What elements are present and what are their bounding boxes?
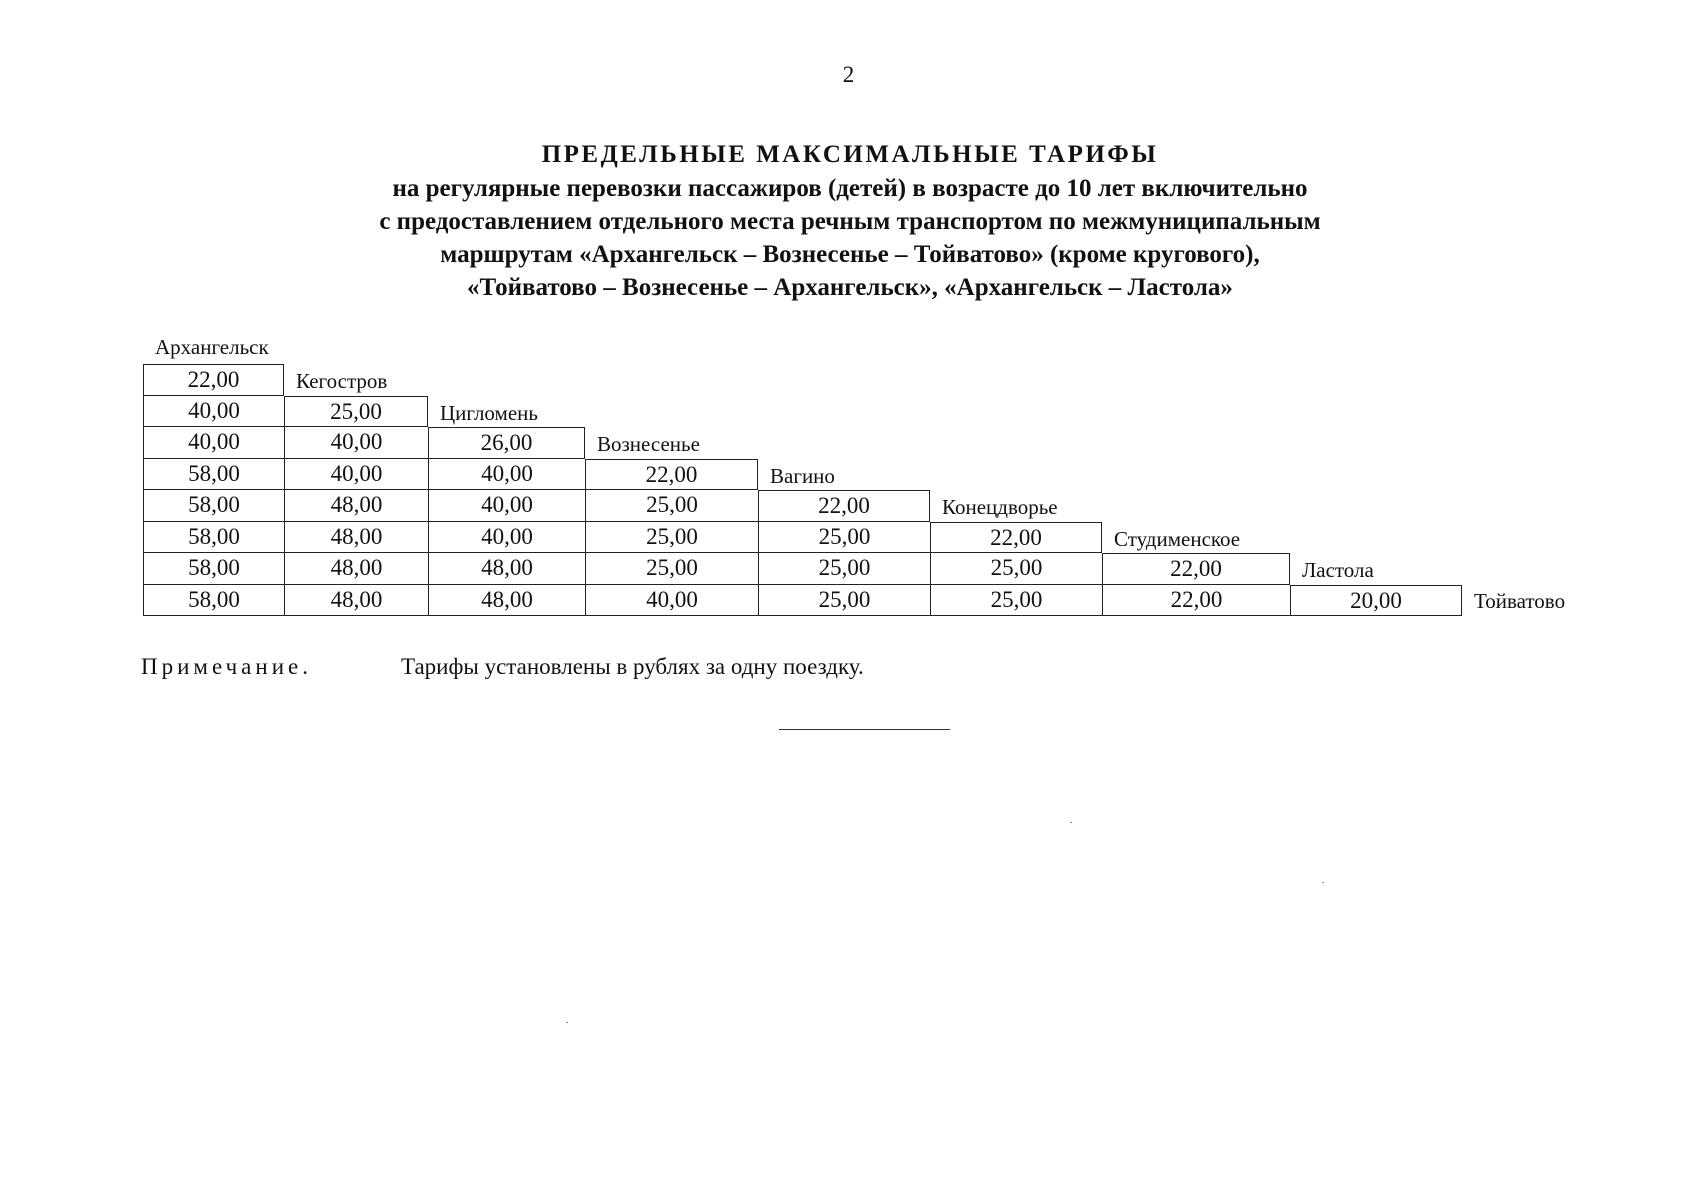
document-subtitle — [200, 172, 1500, 304]
fare-cell: 25,00 — [930, 553, 1102, 585]
fare-cell: 40,00 — [143, 427, 284, 459]
scan-speck — [566, 1022, 568, 1023]
stop-label: Студименское — [1114, 526, 1241, 551]
fare-cell: 40,00 — [428, 459, 585, 491]
fare-cell: 25,00 — [758, 585, 930, 617]
note-label: Примечание. — [141, 654, 312, 679]
subtitle-line: с предоставлением отдельного места речным транспортом по межмуниципальным — [379, 208, 1321, 235]
stop-label: Архангельск — [155, 335, 269, 359]
fare-cell: 22,00 — [585, 459, 758, 491]
fare-cell: 48,00 — [428, 585, 585, 617]
stop-label: Тойватово — [1474, 588, 1566, 613]
fare-cell: 40,00 — [284, 459, 428, 491]
scan-speck — [1322, 882, 1324, 883]
note-text: Тарифы установлены в рублях за одну поездку. — [401, 654, 864, 679]
fare-cell: 40,00 — [428, 522, 585, 554]
fare-cell: 25,00 — [758, 553, 930, 585]
fare-cell: 20,00 — [1290, 585, 1462, 617]
fare-cell: 25,00 — [585, 553, 758, 585]
fare-cell: 22,00 — [1102, 553, 1290, 585]
fare-cell: 40,00 — [143, 396, 284, 428]
fare-cell: 48,00 — [284, 553, 428, 585]
fare-cell: 48,00 — [284, 522, 428, 554]
fare-cell: 22,00 — [758, 490, 930, 522]
fare-cell: 40,00 — [428, 490, 585, 522]
scan-speck — [1070, 822, 1072, 823]
subtitle-line: «Тойватово – Вознесенье – Архангельск», «Архангельск – Ластола» — [467, 274, 1233, 301]
title-block — [200, 138, 1500, 304]
fare-cell: 25,00 — [758, 522, 930, 554]
subtitle-line: на регулярные перевозки пассажиров (детей) в возрасте до 10 лет включительно — [392, 175, 1308, 202]
fare-cell: 58,00 — [143, 490, 284, 522]
stop-label: Конецдворье — [942, 495, 1058, 519]
fare-cell: 22,00 — [1102, 585, 1290, 617]
subtitle-line: маршрутам «Архангельск – Вознесенье – Тойватово» (кроме кругового), — [440, 241, 1260, 268]
document-title: ПРЕДЕЛЬНЫЕ МАКСИМАЛЬНЫЕ ТАРИФЫ — [541, 141, 1159, 168]
end-rule — [779, 729, 950, 730]
fare-cell: 25,00 — [585, 490, 758, 522]
stop-label: Кегостров — [296, 369, 388, 393]
fare-cell: 40,00 — [585, 585, 758, 617]
stop-label: Ластола — [1302, 558, 1374, 582]
fare-cell: 22,00 — [143, 364, 284, 396]
stop-label: Цигломень — [440, 400, 538, 425]
page-number: 2 — [842, 62, 855, 87]
fare-cell: 26,00 — [428, 427, 585, 459]
note — [141, 654, 864, 680]
fare-cell: 48,00 — [428, 553, 585, 585]
fare-cell: 48,00 — [284, 490, 428, 522]
fare-cell: 58,00 — [143, 553, 284, 585]
fare-cell: 22,00 — [930, 522, 1102, 554]
fare-cell: 48,00 — [284, 585, 428, 617]
fare-cell: 58,00 — [143, 585, 284, 617]
fare-cell: 25,00 — [585, 522, 758, 554]
stop-label: Вознесенье — [597, 432, 700, 456]
fare-cell: 25,00 — [930, 585, 1102, 617]
fare-cell: 25,00 — [284, 396, 428, 428]
fare-cell: 58,00 — [143, 459, 284, 491]
fare-cell: 40,00 — [284, 427, 428, 459]
fare-cell: 58,00 — [143, 522, 284, 554]
stop-label: Вагино — [770, 463, 835, 488]
